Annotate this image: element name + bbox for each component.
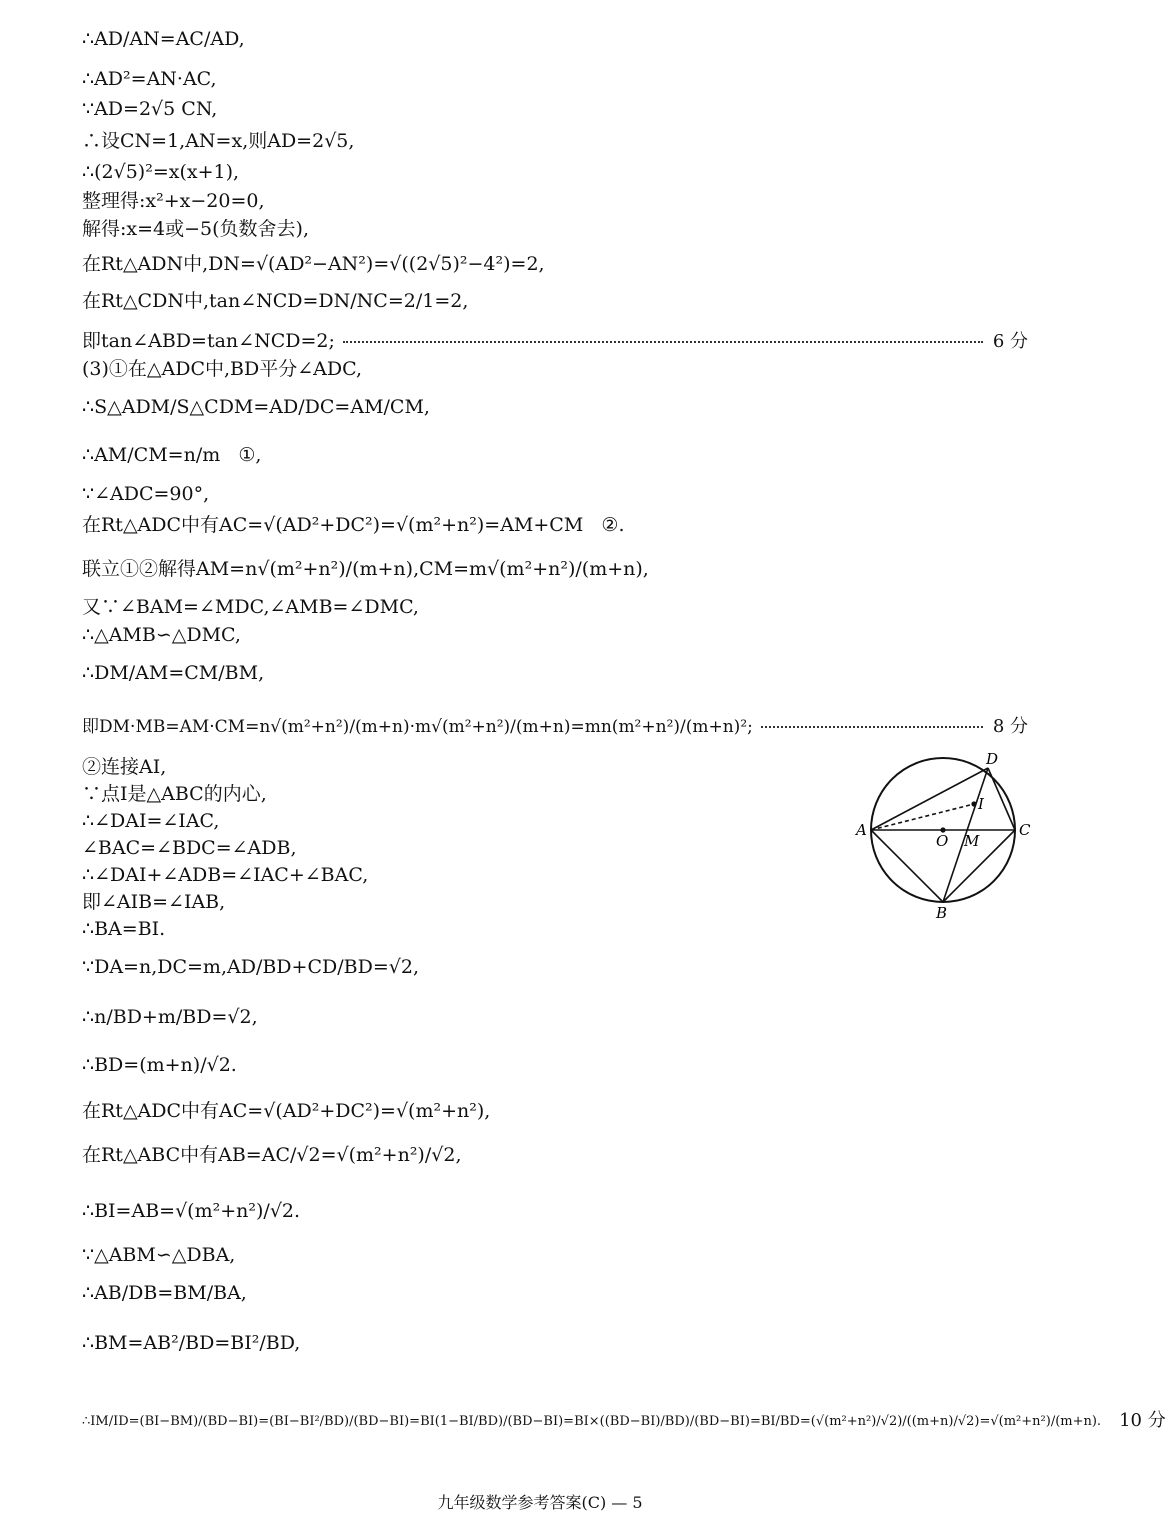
solution-line: ∵AD=2√5 CN, [82, 98, 218, 120]
solution-line: ∴∠DAI=∠IAC, [82, 810, 220, 832]
page-footer: 九年级数学参考答案(C) — 5 [437, 1493, 643, 1512]
score-label: 6 分 [992, 330, 1028, 352]
solution-line: ∠BAC=∠BDC=∠ADB, [82, 837, 297, 859]
score-label: 8 分 [992, 716, 1028, 737]
solution-line-scored: ∴IM/ID=(BI−BM)/(BD−BI)=(BI−BI²/BD)/(BD−BI)=BI(1−BI/BD)/(BD−BI)=BI×((BD−BI)/BD)/(BD−BI)=BI/BD=(√(m²+n²)/√2)/((m+n)/√2)=√(m²+n²)/(m+n). 10 分 [82, 1410, 1166, 1431]
label-b: B [936, 904, 948, 922]
solution-line: ∴AB/DB=BM/BA, [82, 1282, 247, 1304]
solution-line: ∴BI=AB=√(m²+n²)/√2. [82, 1200, 301, 1222]
solution-line: 在Rt△ABC中有AB=AC/√2=√(m²+n²)/√2, [82, 1144, 462, 1166]
solution-line: 联立①②解得AM=n√(m²+n²)/(m+n),CM=m√(m²+n²)/(m+n), [82, 558, 649, 580]
solution-line: ∴n/BD+m/BD=√2, [82, 1006, 258, 1028]
leader-dots [343, 341, 983, 343]
label-d: D [986, 750, 999, 768]
solution-line: ∴(2√5)²=x(x+1), [82, 161, 240, 183]
score-label: 10 分 [1119, 1410, 1166, 1431]
label-o: O [936, 832, 949, 850]
solution-line: ∵△ABM∽△DBA, [82, 1244, 236, 1266]
segment-dc [988, 768, 1015, 830]
solution-line: ∵点I是△ABC的内心, [82, 783, 267, 805]
solution-line: ∴S△ADM/S△CDM=AD/DC=AM/CM, [82, 396, 430, 418]
solution-line: 在Rt△ADC中有AC=√(AD²+DC²)=√(m²+n²), [82, 1100, 491, 1122]
solution-line: 在Rt△CDN中,tan∠NCD=DN/NC=2/1=2, [82, 290, 469, 312]
solution-line: ∴AD/AN=AC/AD, [82, 28, 245, 50]
solution-line: ∴DM/AM=CM/BM, [82, 662, 265, 684]
solution-line: ∵∠ADC=90°, [82, 483, 210, 505]
point-i [971, 801, 976, 806]
solution-line: ∵DA=n,DC=m,AD/BD+CD/BD=√2, [82, 956, 419, 978]
leader-dots [761, 726, 983, 728]
solution-line: 即∠AIB=∠IAB, [82, 891, 226, 913]
circle-figure [852, 752, 1052, 922]
solution-line: ∴BM=AB²/BD=BI²/BD, [82, 1332, 301, 1354]
solution-line-scored: 即tan∠ABD=tan∠NCD=2; 6 分 [82, 330, 1028, 352]
solution-line: 在Rt△ADC中有AC=√(AD²+DC²)=√(m²+n²)=AM+CM ②. [82, 514, 625, 536]
solution-line: 在Rt△ADN中,DN=√(AD²−AN²)=√((2√5)²−4²)=2, [82, 253, 545, 275]
solution-line: ②连接AI, [82, 756, 167, 778]
solution-line: ∴△AMB∽△DMC, [82, 624, 241, 646]
label-m: M [964, 832, 980, 850]
solution-line: ∴∠DAI+∠ADB=∠IAC+∠BAC, [82, 864, 369, 886]
solution-line: ∴BD=(m+n)/√2. [82, 1054, 237, 1076]
label-c: C [1019, 821, 1031, 839]
solution-line: ∴设CN=1,AN=x,则AD=2√5, [82, 130, 355, 152]
solution-line: (3)①在△ADC中,BD平分∠ADC, [82, 358, 363, 380]
solution-line: ∴AM/CM=n/m ①, [82, 444, 262, 466]
solution-line: 解得:x=4或−5(负数舍去), [82, 218, 309, 240]
solution-line: 整理得:x²+x−20=0, [82, 190, 265, 212]
solution-line: ∴AD²=AN·AC, [82, 68, 217, 90]
label-a: A [856, 821, 867, 839]
solution-line: ∴BA=BI. [82, 918, 166, 940]
segment-ai [871, 804, 974, 830]
label-i: I [978, 795, 984, 813]
solution-line-scored: 即DM·MB=AM·CM=n√(m²+n²)/(m+n)·m√(m²+n²)/(m+n)=mn(m²+n²)/(m+n)²; 8 分 [82, 716, 1028, 737]
solution-line: 又∵∠BAM=∠MDC,∠AMB=∠DMC, [82, 596, 419, 618]
